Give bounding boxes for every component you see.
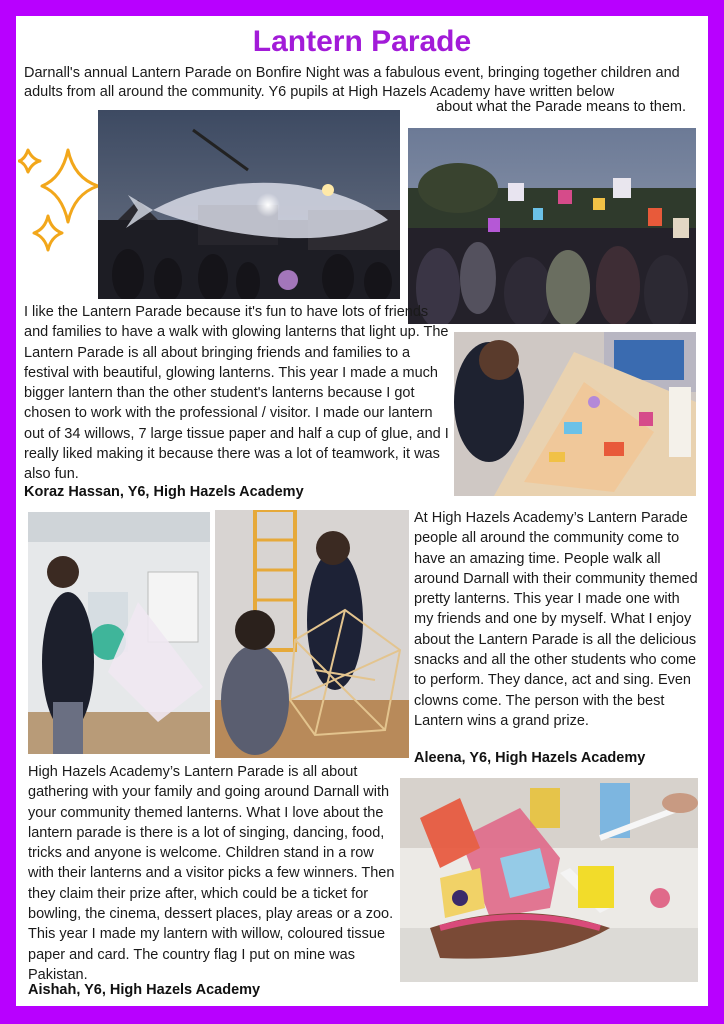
girl-white-lantern-photo <box>28 512 210 754</box>
glue-painting-photo <box>400 778 698 982</box>
aishah-author: Aishah, Y6, High Hazels Academy <box>28 982 261 998</box>
aishah-paragraph: High Hazels Academy’s Lantern Parade is all about gathering with your family and going around Darnall with your community themed lanterns. What I love about the lantern parade is there is a lot of singing, dancing, food, tricks and anyone is welcome. Children stand in a row with their lanterns and a visitor picks a few winners. Then they claim their prize after, which could be a ticket for bowling, the cinema, dessert places, play areas or a zoo. This year I made my lantern with willow, coloured tissue paper and card. The country flag I put on mine was Pakistan. <box>28 764 395 983</box>
intro-paragraph: Darnall's annual Lantern Parade on Bonfire Night was a fabulous event, bringing together children and adults from all around the community. Y6 pupils at High Hazels Academy have written below <box>24 65 680 100</box>
crafting-table-photo <box>454 332 696 496</box>
intro-paragraph-end: about what the Parade means to them. <box>436 99 686 115</box>
willow-frame-photo <box>215 510 409 758</box>
aleena-author: Aleena, Y6, High Hazels Academy <box>414 750 646 766</box>
newsletter-page <box>16 16 708 1006</box>
fish-lantern-photo <box>98 110 400 299</box>
koraz-author: Koraz Hassan, Y6, High Hazels Academy <box>24 484 304 500</box>
koraz-paragraph: I like the Lantern Parade because it's fun to have lots of friends and families to have a walk with glowing lanterns that light up. The Lantern Parade is all about bringing friends and families to a festival with beautiful, glowing lanterns. This year I made a much bigger lantern than the other student's lanterns because I got chosen to work with the professional / visitor. I made our lantern out of 34 willows, 7 large tissue paper and half a cup of glue, and I really liked making it because there was a lot of teamwork, it was also fun. <box>24 304 449 483</box>
aleena-paragraph: At High Hazels Academy’s Lantern Parade people all around the community come to have an amazing time. People walk all around Darnall with their community themed pretty lanterns. This year I made one with my friends and one by myself. What I enjoy about the Lantern Parade is all the delicious snacks and all the other students who come to perform. They dance, act and sing. Even clowns come. The person with the best Lantern wins a grand prize. <box>414 510 698 729</box>
sparkle-decoration-icon <box>18 128 108 268</box>
page-title: Lantern Parade <box>252 25 472 58</box>
crowd-lanterns-photo <box>408 128 696 324</box>
